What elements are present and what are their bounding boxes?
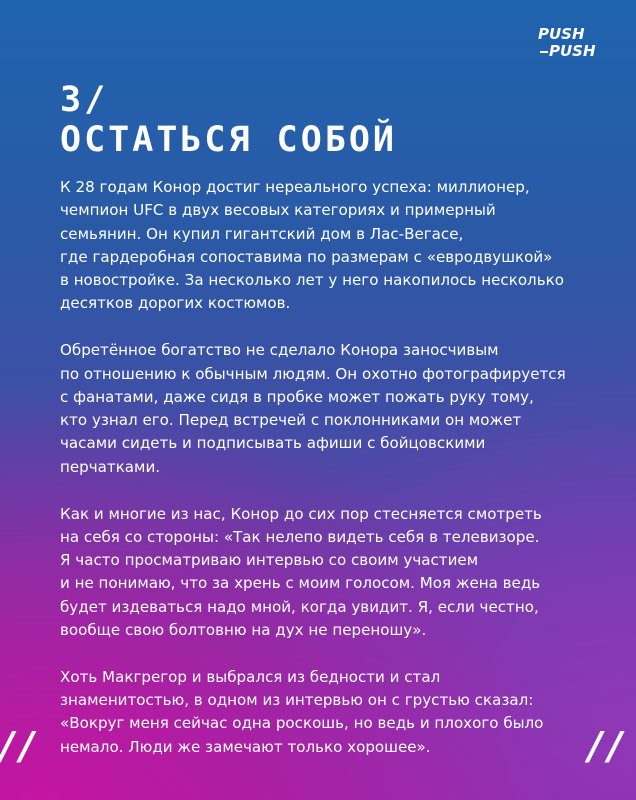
section-number: 3/ [60, 80, 109, 120]
text-line: знаменитостью, в одном из интервью он с грустью сказал: [60, 691, 534, 710]
text-line: семьянин. Он купил гигантский дом в Лас-Вегасе, [60, 224, 464, 243]
text-line: десятков дорогих костюмов. [60, 294, 291, 313]
section-heading [60, 80, 397, 160]
brand-logo [538, 26, 598, 60]
logo-line-1: PUSH [538, 25, 585, 43]
paragraph-4 [60, 666, 600, 759]
text-line: по отношению к обычным людям. Он охотно фотографируется [60, 364, 566, 383]
section-title: ОСТАТЬСЯ СОБОЙ [60, 120, 398, 160]
text-line: на себя со стороны: «Так нелепо видеть себя в телевизоре. [60, 527, 540, 546]
paragraph-3 [60, 503, 600, 643]
text-line: вообще свою болтовню на дух не переношу». [60, 621, 427, 640]
text-line: перчатками. [60, 457, 161, 476]
text-line: будет издеваться надо мной, когда увидит. Я, если честно, [60, 597, 539, 616]
text-line: Как и многие из нас, Конор до сих пор стесняется смотреть [60, 504, 542, 523]
text-line: «Вокруг меня сейчас одна роскошь, но ведь и плохого было [60, 714, 544, 733]
left-slash-decoration: // [0, 724, 40, 768]
text-line: чемпион UFC в двух весовых категориях и примерный [60, 201, 496, 220]
logo-line-2 [538, 43, 598, 60]
text-line: Хоть Макгрегор и выбрался из бедности и стал [60, 667, 441, 686]
right-slash-decoration: // [588, 724, 628, 768]
paragraph-1 [60, 176, 600, 316]
text-line: и не понимаю, что за хрень с моим голосом. Моя жена ведь [60, 574, 541, 593]
text-line: Я часто просматриваю интервью со своим участием [60, 551, 479, 570]
logo-dash-icon [540, 51, 548, 53]
paragraph-2 [60, 339, 600, 479]
article-body [60, 176, 600, 783]
text-line: Обретённое богатство не сделало Конора заносчивым [60, 341, 499, 360]
text-line: кто узнал его. Перед встречей с поклонниками он может [60, 411, 522, 430]
text-line: где гардеробная сопоставима по размерам с «евродвушкой» [60, 247, 553, 266]
text-line: с фанатами, даже сидя в пробке может пожать руку тому, [60, 387, 534, 406]
text-line: в новостройке. За несколько лет у него накопилось несколько [60, 271, 564, 290]
text-line: К 28 годам Конор достиг нереального успеха: миллионер, [60, 178, 530, 196]
text-line: часами сидеть и подписывать афиши с бойцовскими [60, 434, 486, 453]
logo-line-2-text: PUSH [549, 42, 596, 60]
text-line: немало. Люди же замечают только хорошее». [60, 737, 431, 756]
